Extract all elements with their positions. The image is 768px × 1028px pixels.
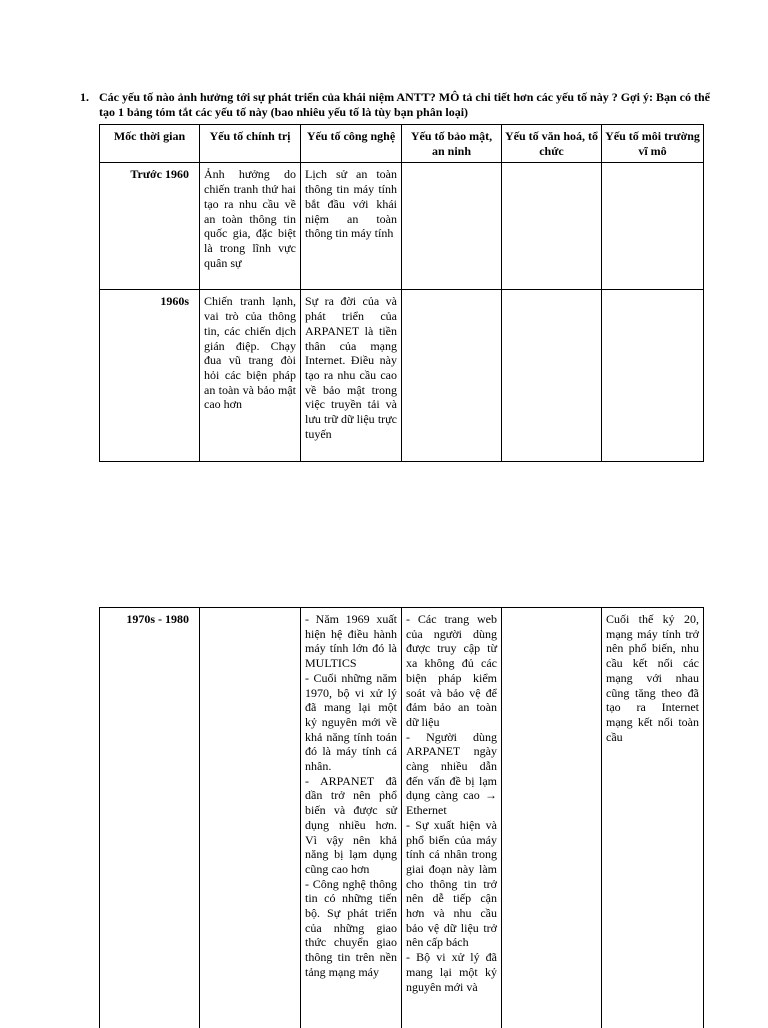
row-technology: Lịch sử an toàn thông tin máy tính bắt đầu với khái niệm an toàn thông tin máy tính bbox=[301, 163, 402, 290]
security-item: - Sự xuất hiện và phổ biến của máy tính cá nhân trong giai đoạn này làm cho thông tin trở nên dễ tiếp cận hơn và nhu cầu bảo vệ dữ liệu trở nên cấp bách bbox=[406, 817, 497, 950]
table-row bbox=[100, 608, 704, 1028]
technology-item: - Công nghệ thông tin có những tiến bộ. Sự phát triển của những giao thức chuyển giao thông tin trên nền tảng mạng máy bbox=[305, 876, 397, 979]
header-security: Yếu tố bảo mật, an ninh bbox=[402, 125, 502, 163]
header-technology: Yếu tố công nghệ bbox=[301, 125, 402, 163]
row-time: Trước 1960 bbox=[100, 163, 200, 290]
row-culture bbox=[502, 163, 602, 290]
question-number: 1. bbox=[80, 90, 89, 104]
security-item: - Người dùng ARPANET ngày càng nhiều dẫn đến vấn đề bị lạm dụng càng cao → Ethernet bbox=[406, 729, 497, 818]
factors-table bbox=[99, 124, 704, 462]
table-row bbox=[100, 163, 704, 290]
row-time: 1970s - 1980 bbox=[100, 608, 200, 1028]
header-culture: Yếu tố văn hoá, tổ chức bbox=[502, 125, 602, 163]
header-macro: Yếu tố môi trường vĩ mô bbox=[602, 125, 704, 163]
header-political: Yếu tố chính trị bbox=[200, 125, 301, 163]
question-text: Các yếu tố nào ảnh hưởng tới sự phát triển của khái niệm ANTT? MÔ tả chi tiết hơn các yếu tố này ? Gợi ý: Bạn có thể tạo 1 bảng tóm tắt các yếu tố này (bao nhiêu yếu tố là tùy bạn phân loại) bbox=[99, 90, 711, 119]
row-technology: Sự ra đời của và phát triển của ARPANET là tiền thân của mạng Internet. Điều này tạo ra nhu cầu cao về bảo mật trong việc truyền tải và lưu trữ dữ liệu trực tuyến bbox=[301, 290, 402, 462]
row-political bbox=[200, 608, 301, 1028]
table-row bbox=[100, 290, 704, 462]
table-header-row bbox=[100, 125, 704, 163]
row-time: 1960s bbox=[100, 290, 200, 462]
row-macro bbox=[602, 290, 704, 462]
row-political: Ảnh hưởng do chiến tranh thứ hai tạo ra nhu cầu về an toàn thông tin quốc gia, đặc biệt là trong lĩnh vực quân sự bbox=[200, 163, 301, 290]
technology-item: - Năm 1969 xuất hiện hệ điều hành máy tính lớn đó là MULTICS bbox=[305, 612, 397, 671]
row-security bbox=[402, 608, 502, 1028]
technology-item: - Cuối những năm 1970, bộ vi xử lý đã mang lại một kỷ nguyên mới về khả năng tính toán đó là máy tính cá nhân. bbox=[305, 670, 397, 774]
technology-item: - ARPANET đã dần trở nên phổ biến và được sử dụng nhiều hơn. Vì vậy nên khả năng bị lạm dụng cũng cao hơn bbox=[305, 773, 397, 876]
factors-table-continued bbox=[99, 607, 704, 1028]
row-macro bbox=[602, 163, 704, 290]
row-political: Chiến tranh lạnh, vai trò của thông tin, các chiến dịch gián điệp. Chạy đua vũ trang đòi hỏi các biện pháp an toàn và bảo mật cao hơn bbox=[200, 290, 301, 462]
row-culture bbox=[502, 290, 602, 462]
row-culture bbox=[502, 608, 602, 1028]
security-item: - Các trang web của người dùng được truy cập từ xa không đủ các biện pháp kiểm soát và bảo vệ để đảm bảo an toàn dữ liệu bbox=[406, 612, 497, 729]
row-technology bbox=[301, 608, 402, 1028]
security-item: - Bộ vi xử lý đã mang lại một kỷ nguyên mới và bbox=[406, 950, 497, 994]
row-security bbox=[402, 163, 502, 290]
question-1 bbox=[80, 90, 710, 120]
header-time: Mốc thời gian bbox=[100, 125, 200, 163]
row-security bbox=[402, 290, 502, 462]
row-macro: Cuối thế kỷ 20, mạng máy tính trở nên phổ biến, nhu cầu kết nối các mạng với nhau cũng tăng theo đã tạo ra Internet mạng kết nối toàn cầu bbox=[602, 608, 704, 1028]
